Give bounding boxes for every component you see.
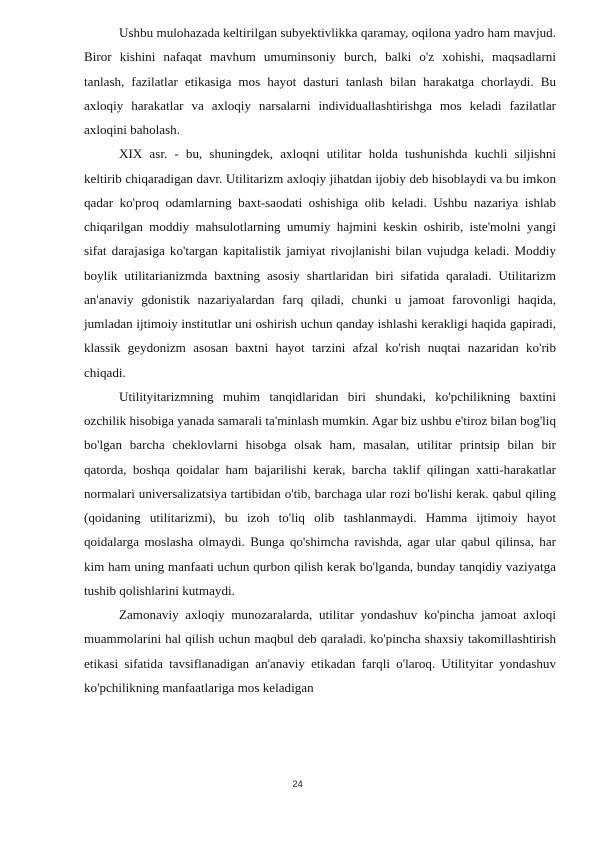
body-text (84, 21, 556, 700)
paragraph-4: Zamonaviy axloqiy munozaralarda, utilitar yondashuv ko'pincha jamoat axloqi muammolarini hal qilish uchun maqbul deb qaraladi. ko'pincha shaxsiy takomillashtirish etikasi sifatida tavsiflanadigan an'anaviy etikadan farqli o'laroq. Utilityitar yondashuv ko'pchilikning manfaatlariga mos keladigan (84, 607, 556, 695)
page-number: 24 (292, 779, 303, 790)
paragraph-3: Utilityitarizmning muhim tanqidlaridan biri shundaki, ko'pchilikning baxtini ozchilik hisobiga yanada samarali ta'minlash mumkin. Agar biz ushbu e'tiroz bilan bog'liq bo'lgan barcha cheklovlarni hisobga olsak ham, masalan, utilitar printsip bilan bir qatorda, boshqa qoidalar ham bajarilishi kerak, barcha taklif qilingan xatti-harakatlar normalari universalizatsiya tartibidan o'tib, barchaga ular rozi bo'lishi kerak. qabul qiling (qoidaning utilitarizmi), bu izoh to'liq olib tashlanmaydi. Hamma ijtimoiy hayot qoidalarga moslasha olmaydi. Bunga qo'shimcha ravishda, agar ular qabul qilinsa, har kim ham uning manfaati uchun qurbon qilish kerak bo'lganda, bunday tanqidiy vaziyatga tushib qolishlarini kutmaydi. (84, 388, 556, 598)
paragraph-1: Ushbu mulohazada keltirilgan subyektivlikka qaramay, oqilona yadro ham mavjud. Biror kishini nafaqat mavhum umuminsoniy burch, balki o'z xohishi, maqsadlarni tanlash, fazilatlar etikasiga mos hayot dasturi tanlash bilan harakatga chorlaydi. Bu axloqiy harakatlar va axloqiy narsalarni individuallashtirishga mos keladi fazilatlar axloqini baholash. (84, 25, 556, 137)
paragraph-2: XIX asr. - bu, shuningdek, axloqni utilitar holda tushunishda kuchli siljishni keltirib chiqaradigan davr. Utilitarizm axloqiy jihatdan ijobiy deb hisoblaydi va bu imkon qadar ko'proq odamlarning baxt-saodati oshishiga olib keladi. Ushbu nazariya ishlab chiqarilgan moddiy mahsulotlarning umumiy hajmini keskin oshirib, iste'molni yangi sifat darajasiga ko'targan kapitalistik jamiyat rivojlanishi bilan vujudga keladi. Moddiy boylik utilitarianizmda baxtning asosiy shartlaridan biri sifatida qaraladi. Utilitarizm an'anaviy gdonistik nazariyalardan farq qiladi, chunki u jamoat farovonligi haqida, jumladan ijtimoiy institutlar uni oshirish uchun qanday ishlashi kerakligi haqida gapiradi, klassik geydonizm asosan baxtni hayot tarzini afzal ko'rish nuqtai nazaridan ko'rib chiqadi. (84, 146, 556, 380)
